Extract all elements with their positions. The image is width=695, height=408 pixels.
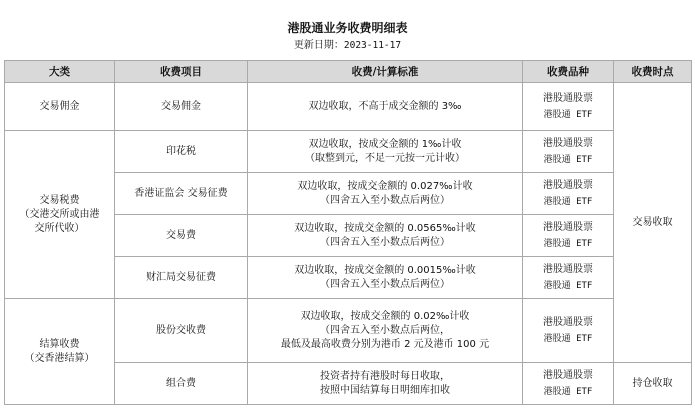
item-cell: 交易费 [115,215,248,257]
standard-cell: 双边收取，按成交金额的 0.027‰计收 （四舍五入至小数点后两位） [248,173,523,215]
category-cell: 结算收费 （交香港结算） [5,299,115,405]
table-row [5,83,692,131]
table-header-row [5,61,692,83]
product-cell: 港股通股票 港股通 ETF [523,363,614,405]
col-header-item: 收费项目 [115,61,248,83]
update-date-label: 更新日期： [293,40,344,51]
product-cell: 港股通股票 港股通 ETF [523,173,614,215]
product-cell: 港股通股票 港股通 ETF [523,131,614,173]
col-header-product: 收费品种 [523,61,614,83]
timing-cell-trade: 交易收取 [614,83,692,363]
item-cell: 印花税 [115,131,248,173]
product-cell: 港股通股票 港股通 ETF [523,299,614,363]
col-header-standard: 收费/计算标准 [248,61,523,83]
page-title: 港股通业务收费明细表 [287,21,408,35]
category-cell: 交易佣金 [5,83,115,131]
col-header-category: 大类 [5,61,115,83]
item-cell: 组合费 [115,363,248,405]
col-header-timing: 收费时点 [614,61,692,83]
item-cell: 交易佣金 [115,83,248,131]
timing-cell-hold: 持仓收取 [614,363,692,405]
product-cell: 港股通股票 港股通 ETF [523,215,614,257]
standard-cell: 双边收取，按成交金额的 0.0015‰计收 （四舍五入至小数点后两位） [248,257,523,299]
item-cell: 财汇局交易征费 [115,257,248,299]
standard-cell: 双边收取，按成交金额的 1‰计收 （取整到元，不足一元按一元计收） [248,131,523,173]
standard-cell: 投资者持有港股时每日收取， 按照中国结算每日明细库扣收 [248,363,523,405]
category-cell: 交易税费 （交港交所或由港 交所代收） [5,131,115,299]
update-date-value: 2023-11-17 [343,40,402,51]
standard-cell: 双边收取，按成交金额的 0.02‰计收 （四舍五入至小数点后两位， 最低及最高收费分别为港币 2 元及港币 100 元 [248,299,523,363]
item-cell: 股份交收费 [115,299,248,363]
table-row [5,299,692,363]
update-date [0,39,695,53]
standard-cell: 双边收取，不高于成交金额的 3‰ [248,83,523,131]
product-cell: 港股通股票 港股通 ETF [523,83,614,131]
item-cell: 香港证监会 交易征费 [115,173,248,215]
fee-table [4,60,692,405]
standard-cell: 双边收取，按成交金额的 0.0565‰计收 （四舍五入至小数点后两位） [248,215,523,257]
table-row [5,131,692,173]
product-cell: 港股通股票 港股通 ETF [523,257,614,299]
